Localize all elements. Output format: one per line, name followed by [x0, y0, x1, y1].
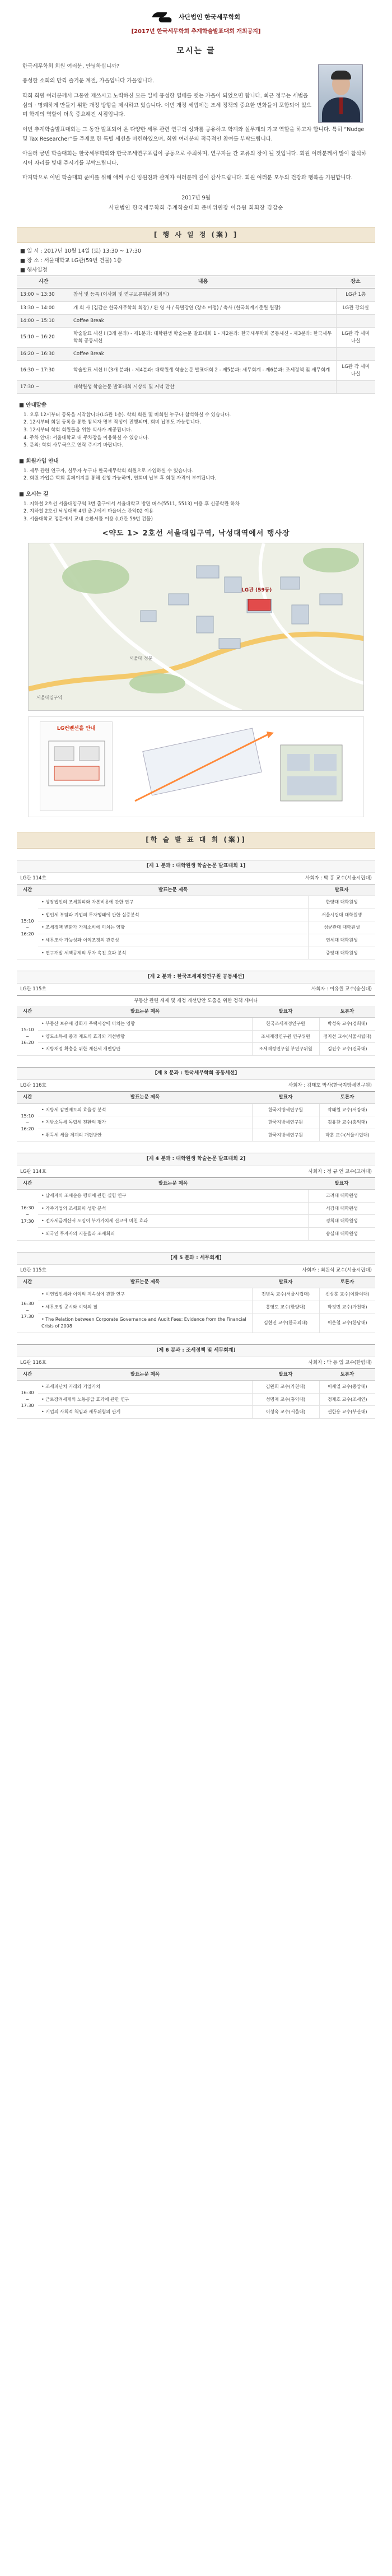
- session-room: LG관 115호: [20, 1267, 46, 1273]
- column-header: 시간: [17, 1178, 38, 1190]
- table-row: [17, 1227, 375, 1240]
- session-block: [17, 1067, 375, 1142]
- paper-title: • 조세정책 변화가 가계소비에 미치는 영향: [38, 921, 308, 934]
- guide-item: 2. 12시부터 회원 등록을 통한 참석자 명부 작성이 진행되며, 회비 납부도 가능합니다.: [24, 420, 201, 426]
- greeting-body: [17, 62, 375, 212]
- schedule-place: [336, 314, 375, 327]
- column-header: 발표논문 제목: [38, 1369, 252, 1381]
- paper-title: • 전자세금계산서 도입이 부가가치세 신고에 미친 효과: [38, 1215, 308, 1228]
- schedule-content: Coffee Break: [70, 347, 336, 360]
- presenter: 경희대 대학원생: [308, 1215, 375, 1228]
- session-meta: [17, 984, 375, 995]
- column-header: 토론자: [319, 1006, 375, 1018]
- session-block: [17, 860, 375, 960]
- discussant: 김진수 교수(건국대): [319, 1043, 375, 1056]
- session-time: 16:30 ~ 17:30: [17, 1381, 38, 1419]
- schedule-time: 16:30 ~ 17:30: [17, 361, 70, 381]
- session-block: [17, 971, 375, 1056]
- president-portrait: [318, 64, 363, 123]
- schedule-place: LG관 각 세미나실: [336, 328, 375, 348]
- column-header: 발표자: [252, 1092, 319, 1103]
- schedule-time: 16:20 ~ 16:30: [17, 347, 70, 360]
- schedule-row: [17, 288, 375, 301]
- schedule-row: [17, 328, 375, 348]
- session-room: LG관 116호: [20, 1359, 46, 1366]
- presenter: 한국지방세연구원: [252, 1116, 319, 1129]
- column-header: 발표논문 제목: [38, 1006, 252, 1018]
- table-row: [17, 896, 375, 909]
- campus-map: [28, 543, 364, 711]
- table-row: [17, 1215, 375, 1228]
- column-header: 토론자: [319, 1092, 375, 1103]
- schedule-row: [17, 380, 375, 393]
- session-time: 16:30 ~ 17:30: [17, 1288, 38, 1333]
- event-subtitle: [2017년 한국세무학회 추계학술발표대회 개최공지]: [131, 29, 261, 35]
- discussant: 박성욱 교수(경희대): [319, 1018, 375, 1031]
- paper-title: • 외국인 투자자의 지분율과 조세회피: [38, 1227, 308, 1240]
- presenter: 중앙대 대학원생: [308, 947, 375, 959]
- session-title: [제 4 분과 : 대학원생 학술논문 발표대회 2]: [17, 1153, 375, 1166]
- paper-title: • 양도소득세 중과 제도의 효과와 개선방향: [38, 1030, 252, 1043]
- table-row: [17, 1030, 375, 1043]
- presenter: 한국조세재정연구원: [252, 1018, 319, 1031]
- column-header: 시간: [17, 1006, 38, 1018]
- paper-title: • 상장법인의 조세회피와 자본비용에 관한 연구: [38, 896, 308, 909]
- session-title: [제 1 분과 : 대학원생 학술논문 발표대회 1]: [17, 860, 375, 873]
- paper-title: • 납세자의 조세순응 행태에 관한 실험 연구: [38, 1190, 308, 1203]
- presenter: 숭실대 대학원생: [308, 1227, 375, 1240]
- greeting-title: 모시는 글: [176, 46, 216, 55]
- table-row: [17, 1381, 375, 1394]
- paper-title: • 지방재정 확충을 위한 재산세 개편방안: [38, 1043, 252, 1056]
- column-header: 토론자: [319, 1277, 375, 1288]
- session-meta: [17, 1080, 375, 1092]
- greeting-paragraph: 학회 회원 여러분께서 그동안 재쓰시고 노력하신 모든 일에 풍성한 열매를 맺는 가을이 되었으면 합니다. 최근 정부는 세법을 심의 · 명쾌하게 만들기 위한 개정 방향을 제시하고 있습니다. 이번 개정 세법에는 조세 정책의 중요한 변화들이 포함되어 있으며 학계의 역할이 더욱 중요해진 시점입니다.: [22, 93, 312, 118]
- map-caption: <약도 1> 2호선 서울대입구역, 낙성대역에서 행사장: [102, 529, 290, 538]
- floor-legend-title: LG컨벤션홀 안내: [57, 726, 96, 732]
- membership-item: 2. 회원 가입은 학회 홈페이지를 통해 신청 가능하며, 연회비 납부 후 회원 자격이 부여됩니다.: [24, 476, 217, 482]
- venue-floor-map: [28, 716, 364, 817]
- presenter: 고려대 대학원생: [308, 1190, 375, 1203]
- discussant: 정지선 교수(서울시립대): [319, 1030, 375, 1043]
- presenter: 서울시립대 대학원생: [308, 909, 375, 921]
- session-chair: 사회자 : 박 홍 교수(서울시립대): [305, 875, 372, 881]
- schedule-content: 학술발표 세션 II (3개 분과) - 제4분과: 대학원생 학술논문 발표대회 2 - 제5분과: 세무회계 - 제6분과: 조세정책 및 세무회계: [70, 361, 336, 381]
- column-header: 발표자: [308, 884, 375, 896]
- session-meta: [17, 1357, 375, 1369]
- discussant: 곽태원 교수(서강대): [319, 1103, 375, 1116]
- discussant: 이은철 교수(한남대): [319, 1313, 375, 1333]
- session-chair: 사회자 : 박 동 엽 교수(한림대): [308, 1359, 372, 1366]
- schedule-time: 15:10 ~ 16:20: [17, 328, 70, 348]
- session-block: [17, 1252, 375, 1333]
- session-title: [제 6 분과 : 조세정책 및 세무회계]: [17, 1344, 375, 1357]
- paper-title: • The Relation between Corporate Governance and Audit Fees: Evidence from the Financial Crisis of 2008: [38, 1313, 252, 1333]
- schedule-row: [17, 301, 375, 314]
- presenter: 한양대 대학원생: [308, 896, 375, 909]
- table-row: [17, 1190, 375, 1203]
- session-meta: [17, 1265, 375, 1277]
- session-time: 15:10 ~ 16:20: [17, 1018, 38, 1056]
- paper-title: • 가족기업의 조세회피 성향 분석: [38, 1202, 308, 1215]
- sessions-section-title: [학 술 발 표 대 회 (案)]: [17, 832, 375, 848]
- table-row: [17, 1103, 375, 1116]
- presenter: 조세재정연구원 부연구위원: [252, 1043, 319, 1056]
- schedule-place: LG관 1층: [336, 288, 375, 301]
- presenter: 홍영도 교수(한양대): [252, 1301, 319, 1313]
- guide-item: 5. 문의: 학회 사무국으로 연락 주시기 바랍니다.: [24, 442, 123, 449]
- route-diagram: [124, 723, 353, 812]
- session-chair: 사회자 : 이유원 교수(숭실대): [311, 986, 372, 993]
- table-row: [17, 1313, 375, 1333]
- column-header: 시간: [17, 884, 38, 896]
- schedule-place: [336, 380, 375, 393]
- session-room: LG관 116호: [20, 1083, 46, 1089]
- schedule-time: 13:30 ~ 14:00: [17, 301, 70, 314]
- session-table: [17, 1178, 375, 1241]
- event-place: ■ 장 소 : 서울대학교 LG관(59번 건물) 1층: [20, 257, 122, 264]
- directions-title: ■ 오시는 길: [19, 491, 49, 497]
- paper-title: • 부동산 보유세 강화가 주택시장에 미치는 영향: [38, 1018, 252, 1031]
- table-row: [17, 1288, 375, 1301]
- column-header: 발표자: [252, 1277, 319, 1288]
- greeting-paragraph: 아울러 금번 학술대회는 한국세무학회와 한국조세연구포럼이 공동으로 주최하며, 연구자들 간 교류의 장이 될 것입니다. 회원 여러분께서 많이 참석하시어 자리를 빛내 주시기를 부탁드립니다.: [22, 151, 367, 166]
- paper-title: • 취득세 세율 체계의 개편방안: [38, 1129, 252, 1142]
- table-row: [17, 947, 375, 959]
- schedule-row: [17, 314, 375, 327]
- session-chair: 사회자 : 김태호 박사(한국지방세연구원): [288, 1083, 372, 1089]
- discussant: 박정민 교수(가천대): [319, 1301, 375, 1313]
- campus-map-graphic: [29, 543, 364, 711]
- paper-title: • 세무조정 공시와 이익의 질: [38, 1301, 252, 1313]
- session-table: [17, 1092, 375, 1142]
- session-time: 16:30 ~ 17:30: [17, 1190, 38, 1240]
- event-date: ■ 일 시 : 2017년 10월 14일 (토) 13:30 ~ 17:30: [20, 248, 141, 254]
- discussant: 정재호 교수(조세연): [319, 1393, 375, 1406]
- session-room: LG관 114호: [20, 1168, 46, 1175]
- session-chair: 사회자 : 정 규 언 교수(고려대): [308, 1168, 372, 1175]
- session-room: LG관 115호: [20, 986, 46, 993]
- org-header: [17, 10, 375, 25]
- column-header: 시간: [17, 1369, 38, 1381]
- session-block: [17, 1344, 375, 1419]
- gate-label: 서울대 정문: [129, 656, 153, 662]
- presenter: 한국지방세연구원: [252, 1103, 319, 1116]
- column-header: 발표자: [252, 1369, 319, 1381]
- table-row: [17, 1116, 375, 1129]
- guide-title: ■ 안내말씀: [19, 402, 46, 409]
- schedule-row: [17, 361, 375, 381]
- presenter: 김완희 교수(가천대): [252, 1381, 319, 1394]
- schedule-content: Coffee Break: [70, 314, 336, 327]
- greeting-date: 2017년 9월: [181, 195, 211, 202]
- guide-item: 3. 12시부터 학회 회원들을 위한 식사가 제공됩니다.: [24, 427, 132, 434]
- directions-item: 3. 서울대학교 정문에서 교내 순환셔틀 이용 (LG관 59번 건물): [24, 516, 153, 522]
- session-chair: 사회자 : 최원석 교수(서울시립대): [302, 1267, 372, 1273]
- guide-item: 1. 오후 12시부터 등록을 시작합니다(LG관 1층). 학회 회원 및 비회원 누구나 참석하실 수 있습니다.: [24, 412, 231, 418]
- session-table: [17, 1006, 375, 1056]
- column-header: 시간: [17, 1092, 38, 1103]
- discussant: 이세열 교수(중앙대): [319, 1381, 375, 1394]
- session-table: [17, 1277, 375, 1333]
- session-table: [17, 1369, 375, 1419]
- table-row: [17, 1393, 375, 1406]
- column-header: 시간: [17, 1277, 38, 1288]
- presenter: 한국지방세연구원: [252, 1129, 319, 1142]
- paper-title: • 이연법인세와 이익의 지속성에 관한 연구: [38, 1288, 252, 1301]
- column-header: 발표자: [308, 1178, 375, 1190]
- schedule-table: [17, 276, 375, 394]
- presenter: 조세재정연구원 연구위원: [252, 1030, 319, 1043]
- sessions-list: [17, 860, 375, 1419]
- venue-label: LG관 (59동): [241, 588, 272, 594]
- schedule-content: 대학원생 학술논문 발표대회 시상식 및 저녁 만찬: [70, 380, 336, 393]
- schedule-place: LG관 각 세미나실: [336, 361, 375, 381]
- guide-item: 4. 주차 안내: 서울대학교 내 주차장을 이용하실 수 있습니다.: [24, 435, 150, 441]
- presenter: 연세대 대학원생: [308, 934, 375, 947]
- paper-title: • 지방소득세 독립세 전환의 평가: [38, 1116, 252, 1129]
- session-meta: [17, 1166, 375, 1178]
- greeting-paragraph: 한국세무학회 회원 여러분, 안녕하십니까?: [22, 63, 120, 69]
- greeting-signature: 사단법인 한국세무학회 추계학술대회 준비위원장 이유원 회회장 김갑순: [109, 204, 283, 211]
- session-room: LG관 114호: [20, 875, 46, 881]
- paper-title: • 지방세 감면제도의 효율성 분석: [38, 1103, 252, 1116]
- discussant: 박훈 교수(서울시립대): [319, 1129, 375, 1142]
- session-time: 15:10 ~ 16:20: [17, 1103, 38, 1142]
- table-row: [17, 1406, 375, 1419]
- paper-title: • 세무조사 가능성과 이익조정의 관련성: [38, 934, 308, 947]
- column-header: 장소: [336, 276, 375, 288]
- schedule-content: 개 회 사 (김갑순 한국세무학회 회장) / 환 영 사 / 특별강연 (장소 미정) / 축사 (한국회계기준원 원장): [70, 301, 336, 314]
- schedule-content: 참석 및 등록 (이사회 및 연구교류위원회 회의): [70, 288, 336, 301]
- session-subtitle: 부동산 관련 세제 및 재정 개선방안 도출을 위한 정책 세미나: [134, 998, 258, 1004]
- presenter: 성명재 교수(홍익대): [252, 1393, 319, 1406]
- session-meta: [17, 873, 375, 884]
- session-title: [제 3 분과 : 한국세무학회 공동세션]: [17, 1067, 375, 1080]
- discussant: 신상훈 교수(이화여대): [319, 1288, 375, 1301]
- society-logo-icon: [152, 11, 174, 24]
- program-heading: ■ 행사일정: [20, 267, 48, 273]
- membership-item: 1. 세무 관련 연구자, 실무자 누구나 한국세무학회 회원으로 가입하실 수 있습니다.: [24, 468, 194, 474]
- paper-title: • 기업의 사회적 책임과 세무위험의 관계: [38, 1406, 252, 1419]
- discussant: 김유찬 교수(홍익대): [319, 1116, 375, 1129]
- schedule-place: [336, 347, 375, 360]
- greeting-paragraph: 마지막으로 이번 학술대회 준비를 위해 애써 주신 임원진과 관계자 여러분께 깊이 감사드립니다. 회원 여러분 모두의 건강과 행복을 기원합니다.: [22, 175, 353, 181]
- greeting-paragraph: 풍성한 소회의 만끽 즐거운 계절, 가을입니다 가을입니다.: [22, 78, 155, 85]
- column-header: 내용: [70, 276, 336, 288]
- column-header: 발표자: [252, 1006, 319, 1018]
- schedule-row: [17, 347, 375, 360]
- session-title: [제 2 분과 : 한국조세재정연구원 공동세션]: [17, 971, 375, 984]
- session-table: [17, 884, 375, 959]
- greeting-paragraph: 이번 추계학술발표대회는 그 동안 발표되어 온 다양한 세무 관련 연구의 성과를 공유하고 학계와 실무계의 가교 역할을 하고자 합니다. 특히 “Nudge 및 Tax Researcher”를 주제로 한 특별 세션을 마련하였으며, 회원 여러분의 적극적인 참여를 부탁드립니다.: [22, 126, 365, 142]
- schedule-place: LG관 강의실: [336, 301, 375, 314]
- session-title: [제 5 분과 : 세무회계]: [17, 1252, 375, 1265]
- table-row: [17, 921, 375, 934]
- column-header: 토론자: [319, 1369, 375, 1381]
- column-header: 발표논문 제목: [38, 884, 308, 896]
- table-row: [17, 934, 375, 947]
- membership-title: ■ 회원가입 안내: [19, 458, 59, 464]
- paper-title: • 법인세 부담과 기업의 투자행태에 관한 실증분석: [38, 909, 308, 921]
- presenter: 서강대 대학원생: [308, 1202, 375, 1215]
- directions-item: 1. 지하철 2호선 서울대입구역 3번 출구에서 서울대학교 방면 버스(5511, 5513) 이용 후 신공학관 하차: [24, 501, 240, 507]
- table-row: [17, 1043, 375, 1056]
- directions-item: 2. 지하철 2호선 낙성대역 4번 출구에서 마을버스 관악02 이용: [24, 509, 154, 515]
- schedule-time: 17:30 ~: [17, 380, 70, 393]
- presenter: 성균관대 대학원생: [308, 921, 375, 934]
- schedule-section-title: [ 행 사 일 정 (案) ]: [17, 227, 375, 243]
- column-header: 발표논문 제목: [38, 1092, 252, 1103]
- floor-plan-graphic: [40, 733, 113, 800]
- schedule-time: 14:00 ~ 15:10: [17, 314, 70, 327]
- presenter: 전병욱 교수(서울시립대): [252, 1288, 319, 1301]
- paper-title: • 연구개발 세액공제의 투자 촉진 효과 분석: [38, 947, 308, 959]
- schedule-time: 13:00 ~ 13:30: [17, 288, 70, 301]
- session-time: 15:10 ~ 16:20: [17, 896, 38, 959]
- table-row: [17, 1301, 375, 1313]
- discussant: 권한용 교수(부산대): [319, 1406, 375, 1419]
- table-row: [17, 1018, 375, 1031]
- column-header: 발표논문 제목: [38, 1178, 308, 1190]
- paper-title: • 조세피난처 거래와 기업가치: [38, 1381, 252, 1394]
- floor-legend-box: [40, 721, 113, 811]
- presenter: 김현진 교수(한국외대): [252, 1313, 319, 1333]
- org-name: 사단법인 한국세무학회: [178, 13, 241, 21]
- station-label: 서울대입구역: [36, 695, 63, 701]
- table-row: [17, 909, 375, 921]
- table-row: [17, 1202, 375, 1215]
- presenter: 이성욱 교수(서울대): [252, 1406, 319, 1419]
- table-row: [17, 1129, 375, 1142]
- session-block: [17, 1153, 375, 1240]
- column-header: 발표논문 제목: [38, 1277, 252, 1288]
- paper-title: • 근로장려세제의 노동공급 효과에 관한 연구: [38, 1393, 252, 1406]
- column-header: 시간: [17, 276, 70, 288]
- schedule-content: 학술발표 세션 I (3개 분과) - 제1분과: 대학원생 학술논문 발표대회 1 - 제2분과: 한국세무학회 공동세션 - 제3분과: 한국세무학회 공동세션: [70, 328, 336, 348]
